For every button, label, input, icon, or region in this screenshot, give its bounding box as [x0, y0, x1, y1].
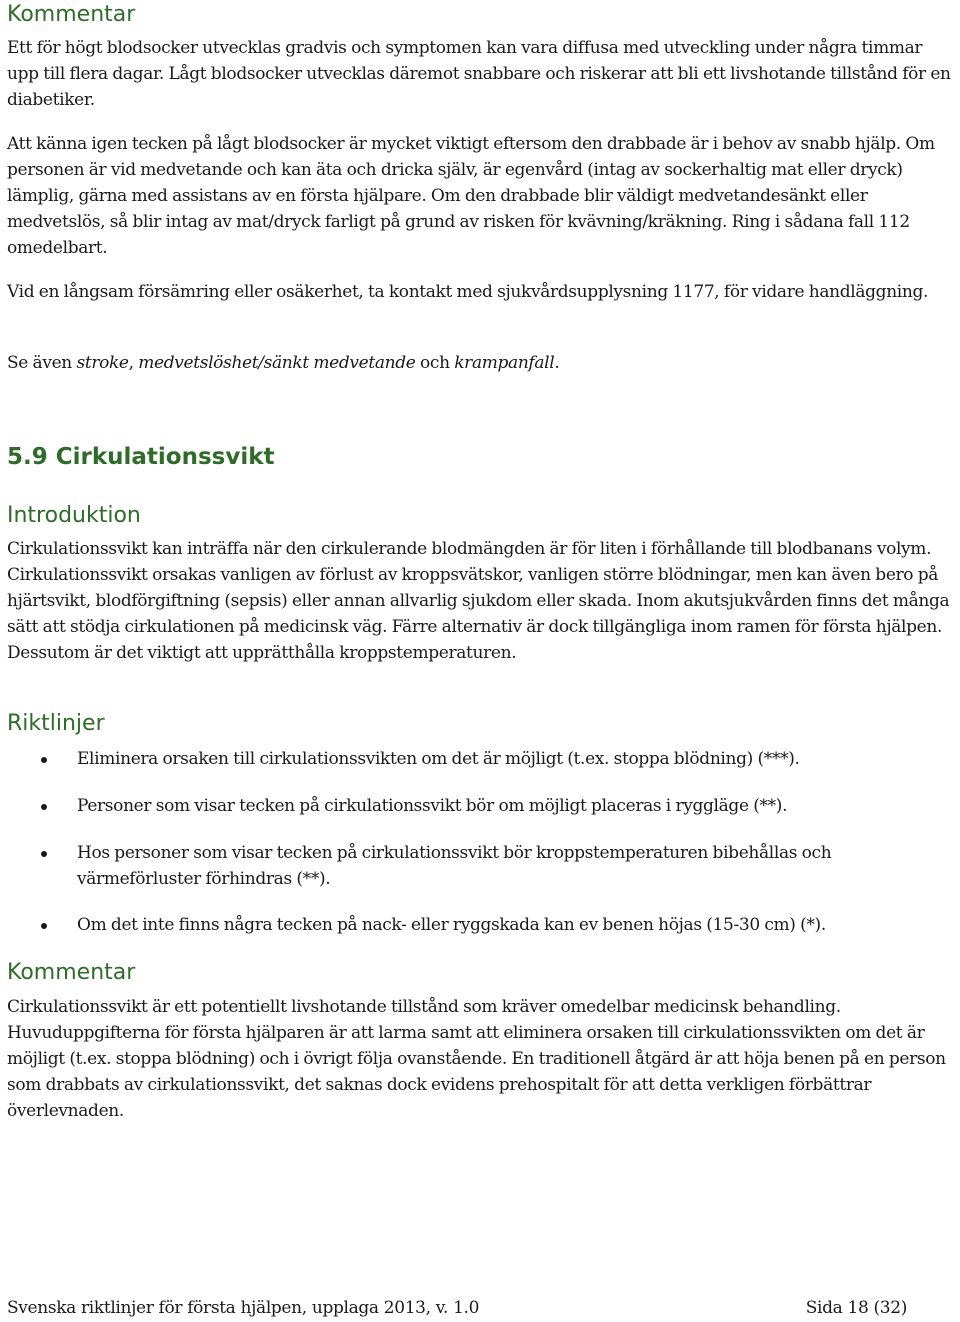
see-also-sep-2: och — [415, 353, 455, 373]
bullet-icon — [41, 851, 47, 857]
paragraph-slow-deterioration: Vid en långsam försämring eller osäkerhet, ta kontakt med sjukvårdsupplysning 1177, för vidare handläggning. — [7, 282, 929, 302]
paragraph-high-low-blood-sugar: Ett för högt blodsocker utvecklas gradvis och symptomen kan vara diffusa med utveckling under några timmar upp till flera dagar. Lågt blodsocker utvecklas däremot snabbare och riskerar att bli ett livshotande tillstånd för en diabetiker. — [7, 38, 951, 110]
guideline-text: Eliminera orsaken till cirkulationssvikten om det är möjligt (t.ex. stoppa blödning) (***). — [77, 749, 800, 769]
bullet-icon — [41, 757, 47, 763]
paragraph-see-also — [7, 350, 955, 376]
footer-title: Svenska riktlinjer för första hjälpen, upplaga 2013, v. 1.0 — [7, 1298, 480, 1318]
guidelines-heading: Riktlinjer — [7, 711, 105, 736]
see-also-sep-1: , — [128, 353, 139, 373]
see-also-suffix: . — [554, 353, 560, 373]
intro-paragraph: Cirkulationssvikt kan inträffa när den cirkulerande blodmängden är för liten i förhållande till blodbanans volym. Cirkulationssvikt orsakas vanligen av förlust av kroppsvätskor, vanligen större blödningar, men kan även bero på hjärtsvikt, blodförgiftning (sepsis) eller annan allvarlig sjukdom eller skada. Inom akutsjukvården finns det många sätt att stödja cirkulationen på medicinsk väg. Färre alternativ är dock tillgängliga inom ramen för första hjälpen. Dessutom är det viktigt att upprätthålla kroppstemperaturen. — [7, 539, 950, 663]
see-also-unconsciousness: medvetslöshet/sänkt medvetande — [138, 353, 416, 373]
intro-heading: Introduktion — [7, 503, 141, 528]
page-number: Sida 18 (32) — [805, 1298, 907, 1318]
guideline-text: Om det inte finns några tecken på nack- eller ryggskada kan ev benen höjas (15-30 cm) (*). — [77, 915, 826, 935]
comment-heading-2: Kommentar — [7, 960, 136, 985]
bullet-icon — [41, 923, 47, 929]
comment-paragraph: Cirkulationssvikt är ett potentiellt livshotande tillstånd som kräver omedelbar medicinsk behandling. Huvuduppgifterna för första hjälparen är att larma samt att eliminera orsaken till cirkulationssvikten om det är möjligt (t.ex. stoppa blödning) och i övrigt följa ovanstående. En traditionell åtgärd är att höja benen på en person som drabbats av cirkulationssvikt, det saknas dock evidens prehospitalt för att detta verkligen förbättrar överlevnaden. — [7, 997, 946, 1121]
bullet-icon — [41, 804, 47, 810]
section-title: 5.9 Cirkulationssvikt — [7, 444, 275, 470]
see-also-stroke: stroke — [76, 353, 129, 373]
paragraph-recognize-low-blood-sugar: Att känna igen tecken på lågt blodsocker är mycket viktigt eftersom den drabbade är i behov av snabb hjälp. Om personen är vid medvetande och kan äta och dricka själv, är egenvård (intag av sockerhaltig mat eller dryck) lämplig, gärna med assistans av en första hjälpare. Om den drabbade blir väldigt medvetandesänkt eller medvetslös, så blir intag av mat/dryck farligt på grund av risken för kvävning/kräkning. Ring i sådana fall 112 omedelbart. — [7, 134, 935, 258]
guideline-text: Personer som visar tecken på cirkulationssvikt bör om möjligt placeras i ryggläge (**). — [77, 796, 788, 816]
guideline-text: Hos personer som visar tecken på cirkulationssvikt bör kroppstemperaturen bibehållas och värmeförluster förhindras (**). — [77, 843, 832, 889]
see-also-seizures: krampanfall — [454, 353, 555, 373]
comment-heading-1: Kommentar — [7, 2, 136, 27]
see-also-prefix: Se även — [7, 353, 77, 373]
page-footer — [7, 1296, 907, 1320]
